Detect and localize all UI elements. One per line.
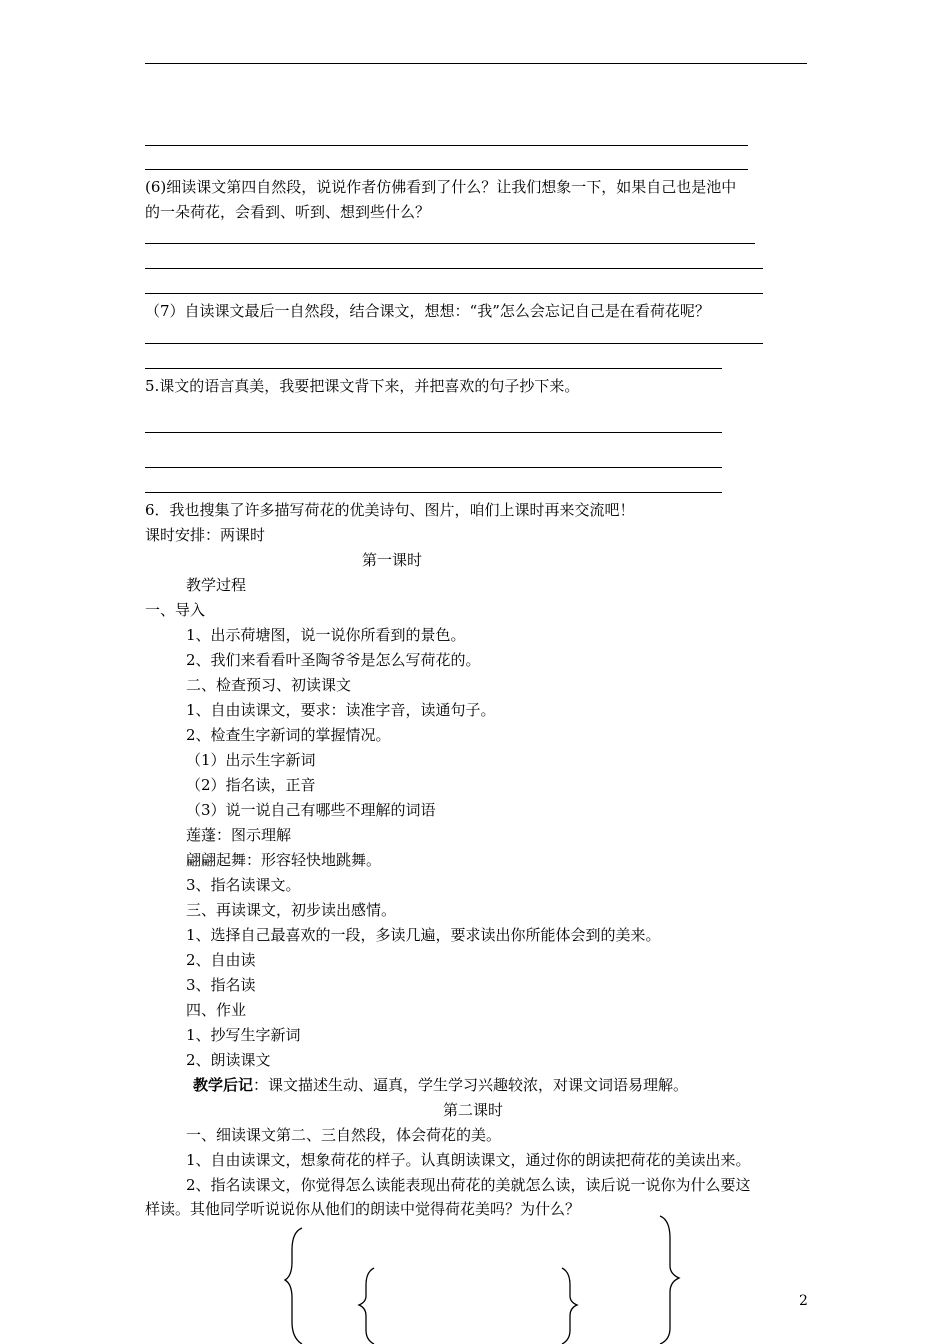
section-intro: 一、导入 (145, 601, 206, 619)
inner-left-brace (359, 1268, 374, 1344)
question-6-line-1: (6)细读课文第四自然段，说说作者仿佛看到了什么？让我们想象一下，如果自己也是池中 (145, 178, 737, 196)
list-item: 2、检查生字新词的掌握情况。 (186, 726, 391, 744)
outer-left-brace (285, 1228, 302, 1344)
list-item: 2、自由读 (186, 951, 256, 969)
list-item: 1、自由读课文，想象荷花的样子。认真朗读课文，通过你的朗读把荷花的美读出来。 (186, 1151, 751, 1169)
teaching-process-heading: 教学过程 (186, 576, 247, 594)
question-5: 5.课文的语言真美，我要把课文背下来，并把喜欢的句子抄下来。 (145, 377, 580, 395)
question-6b: 6．我也搜集了许多描写荷花的优美诗句、图片，咱们上课时再来交流吧！ (145, 501, 635, 519)
teaching-note-text: ：课文描述生动、逼真，学生学习兴趣较浓，对课文词语易理解。 (253, 1076, 689, 1094)
word-explanation: 翩翩起舞：形容轻快地跳舞。 (186, 851, 382, 869)
schedule: 课时安排：两课时 (145, 526, 266, 544)
list-item: 3、指名读 (186, 976, 256, 994)
list-item: 1、抄写生字新词 (186, 1026, 301, 1044)
page-number: 2 (799, 1293, 808, 1309)
section-preview: 二、检查预习、初读课文 (186, 676, 352, 694)
list-item: 1、出示荷塘图，说一说你所看到的景色。 (186, 626, 466, 644)
section-detailed-reading: 一、细读课文第二、三自然段，体会荷花的美。 (186, 1126, 502, 1144)
sub-item: （2）指名读，正音 (186, 776, 316, 794)
list-item: 3、指名读课文。 (186, 876, 301, 894)
inner-right-brace (562, 1268, 577, 1344)
question-7: （7）自读课文最后一自然段，结合课文，想想：“我”怎么会忘记自己是在看荷花呢？ (145, 302, 710, 320)
sub-item: （3）说一说自己有哪些不理解的词语 (186, 801, 436, 819)
list-item: 2、朗读课文 (186, 1051, 271, 1069)
list-item: 2、指名读课文，你觉得怎么读能表现出荷花的美就怎么读，读后说一说你为什么要这 (186, 1176, 751, 1194)
section-homework: 四、作业 (186, 1001, 247, 1019)
word-explanation: 莲蓬：图示理解 (186, 826, 292, 844)
lesson2-title: 第二课时 (443, 1101, 504, 1119)
list-item: 1、选择自己最喜欢的一段，多读几遍，要求读出你所能体会到的美来。 (186, 926, 661, 944)
outer-right-brace (660, 1216, 679, 1344)
sub-item: （1）出示生字新词 (186, 751, 316, 769)
teaching-note-label: 教学后记 (193, 1076, 254, 1094)
lesson1-title: 第一课时 (362, 551, 423, 569)
list-item-continued: 样读。其他同学听说说你从他们的朗读中觉得荷花美吗？为什么？ (145, 1200, 581, 1218)
question-6-line-2: 的一朵荷花，会看到、听到、想到些什么？ (145, 203, 431, 221)
list-item: 1、自由读课文，要求：读准字音，读通句子。 (186, 701, 496, 719)
list-item: 2、我们来看看叶圣陶爷爷是怎么写荷花的。 (186, 651, 481, 669)
section-reread: 三、再读课文，初步读出感情。 (186, 901, 397, 919)
